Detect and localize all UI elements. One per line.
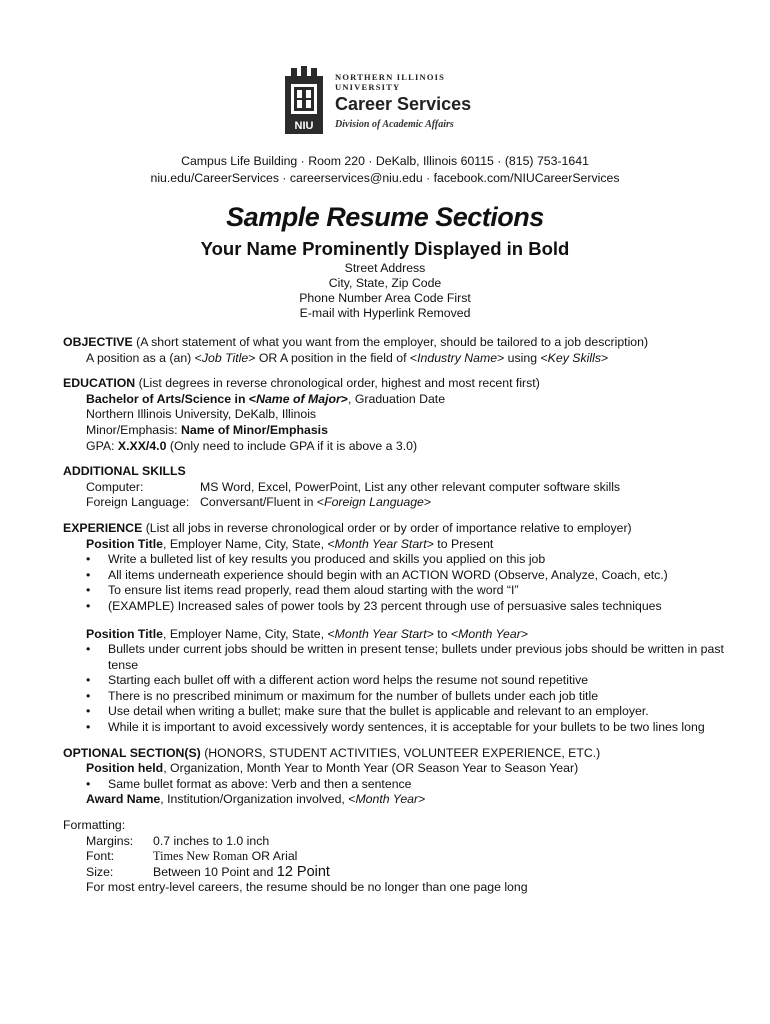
size-row: Size: Between 10 Point and 12 Point [86, 863, 330, 880]
job-1-bullets [63, 552, 743, 614]
degree-line: Bachelor of Arts/Science in <Name of Major>, Graduation Date [86, 391, 446, 406]
experience-heading: EXPERIENCE [63, 520, 143, 535]
skills-heading: ADDITIONAL SKILLS [63, 464, 186, 479]
contact-line-1: Campus Life Building · Room 220 · DeKalb, Illinois 60115 · (815) 753-1641 [181, 154, 589, 168]
address-line: Phone Number Area Code First [299, 291, 471, 305]
font-row: Font: Times New Roman OR Arial [86, 849, 298, 864]
list-item: • Use detail when writing a bullet; make sure that the bullet is applicable and relevant to an employer. [86, 704, 649, 719]
education-section [63, 376, 743, 454]
education-heading: EDUCATION [63, 376, 136, 391]
list-item: • Bullets under current jobs should be written in present tense; bullets under previous jobs should be written in past tense [86, 642, 724, 672]
skills-placeholder: Key Skills [547, 350, 601, 365]
page-title: Sample Resume Sections [226, 202, 544, 232]
resume-body [63, 335, 743, 906]
logo-monogram: NIU [294, 120, 314, 132]
address-line: Street Address [344, 261, 426, 275]
logo-university: NORTHERN ILLINOIS UNIVERSITY [335, 72, 446, 92]
list-item: • Write a bulleted list of key results you produced and skills you applied on this job [86, 552, 546, 567]
optional-section [63, 746, 743, 808]
job-2-bullets [63, 642, 743, 736]
experience-section [63, 521, 743, 736]
contact-line-2: niu.edu/CareerServices · careerservices@niu.edu · facebook.com/NIUCareerServices [150, 171, 620, 185]
objective-note: (A short statement of what you want from the employer, should be tailored to a job description) [132, 335, 649, 349]
job-1-heading: Position Title, Employer Name, City, State, <Month Year Start> to Present [86, 536, 494, 551]
logo-title: Career Services [335, 94, 472, 114]
objective-section [63, 335, 743, 366]
list-item: • To ensure list items read properly, read them aloud starting with the word “I” [86, 583, 519, 598]
minor-line: Minor/Emphasis: Name of Minor/Emphasis [86, 422, 328, 437]
margins-row: Margins: 0.7 inches to 1.0 inch [86, 833, 270, 848]
list-item: • While it is important to avoid excessively wordy sentences, it is acceptable for your bullets to be two lines long [86, 720, 705, 735]
formatting-heading: Formatting: [63, 818, 126, 833]
list-item: • Starting each bullet off with a different action word helps the resume not sound repetitive [86, 673, 589, 688]
list-item: • There is no prescribed minimum or maximum for the number of bullets under each job title [86, 688, 599, 703]
job-title-placeholder: Job Title [201, 350, 249, 365]
address-line: City, State, Zip Code [328, 276, 442, 290]
gpa-line: GPA: X.XX/4.0 (Only need to include GPA if it is above a 3.0) [86, 438, 418, 453]
position-held-line: Position held, Organization, Month Year to Month Year (OR Season Year to Season Year) [86, 761, 579, 776]
education-note: (List degrees in reverse chronological order, highest and most recent first) [135, 376, 540, 391]
address-line: E-mail with Hyperlink Removed [299, 306, 471, 320]
optional-note: (HONORS, STUDENT ACTIVITIES, VOLUNTEER EXPERIENCE, ETC.) [200, 745, 601, 760]
list-item: • All items underneath experience should begin with an ACTION WORD (Observe, Analyze, Coach, etc.) [86, 567, 668, 582]
language-skills-row: Foreign Language: Conversant/Fluent in <Foreign Language> [86, 495, 432, 510]
industry-placeholder: Industry Name [417, 350, 498, 365]
computer-skills-row: Computer: MS Word, Excel, PowerPoint, List any other relevant computer software skills [86, 479, 621, 494]
award-line: Award Name, Institution/Organization involved, <Month Year> [86, 792, 426, 807]
career-services-logo [283, 66, 493, 138]
optional-heading: OPTIONAL SECTION(S) [63, 745, 201, 760]
address-block [0, 261, 770, 321]
objective-heading: OBJECTIVE [63, 335, 133, 349]
experience-note: (List all jobs in reverse chronological order or by order of importance relative to employer) [142, 520, 632, 535]
school-line: Northern Illinois University, DeKalb, Illinois [86, 407, 317, 422]
length-note: For most entry-level careers, the resume should be no longer than one page long [86, 880, 528, 895]
formatting-section [63, 818, 743, 896]
objective-line: A position as a (an) <Job Title> OR A position in the field of <Industry Name> using <Key Skills> [86, 350, 609, 365]
skills-section [63, 464, 743, 511]
optional-bullets [63, 777, 743, 793]
list-item: • Same bullet format as above: Verb and then a sentence [86, 776, 412, 791]
name-heading: Your Name Prominently Displayed in Bold [200, 238, 570, 259]
logo-subtitle: Division of Academic Affairs [335, 119, 454, 130]
niu-tower-logo-icon [283, 66, 325, 136]
job-2-heading: Position Title, Employer Name, City, State, <Month Year Start> to <Month Year> [86, 626, 529, 641]
list-item: • (EXAMPLE) Increased sales of power tools by 23 percent through use of persuasive sales techniques [86, 598, 662, 613]
